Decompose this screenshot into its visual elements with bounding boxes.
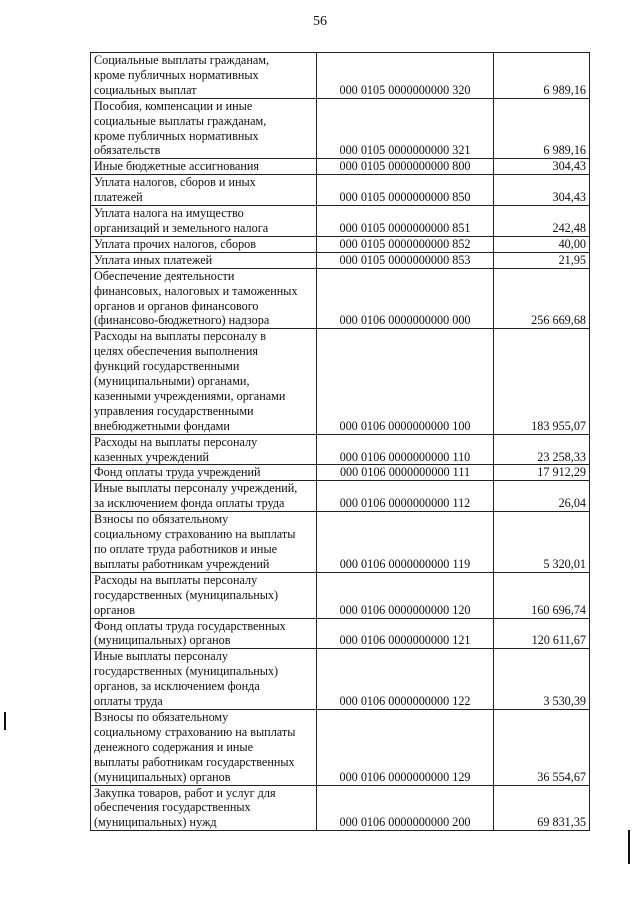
row-name-cell: Уплата прочих налогов, сборов (91, 236, 317, 252)
row-amount-cell: 26,04 (494, 481, 590, 512)
row-amount-cell: 304,43 (494, 159, 590, 175)
row-code-cell: 000 0105 0000000000 320 (317, 53, 494, 99)
table-row (91, 206, 590, 237)
row-code-cell: 000 0106 0000000000 112 (317, 481, 494, 512)
page-number: 56 (313, 14, 327, 29)
row-code-cell: 000 0105 0000000000 853 (317, 252, 494, 268)
row-name-cell: Обеспечение деятельности финансовых, налоговых и таможенных органов и органов финансового (финансово-бюджетного) надзора (91, 268, 317, 329)
row-amount-cell: 183 955,07 (494, 329, 590, 434)
row-code-cell: 000 0106 0000000000 200 (317, 785, 494, 831)
row-amount-cell: 304,43 (494, 175, 590, 206)
row-code-cell: 000 0106 0000000000 129 (317, 709, 494, 785)
row-amount-cell: 17 912,29 (494, 465, 590, 481)
row-name-cell: Расходы на выплаты персоналу в целях обеспечения выполнения функций государственными (муниципальными) органами, казенными учреждениями, органами управления государственными внебюджетными фондами (91, 329, 317, 434)
row-name-cell: Иные бюджетные ассигнования (91, 159, 317, 175)
table-row (91, 98, 590, 159)
scan-edge-mark (4, 712, 6, 730)
row-code-cell: 000 0106 0000000000 121 (317, 618, 494, 649)
row-code-cell: 000 0105 0000000000 852 (317, 236, 494, 252)
row-amount-cell: 3 530,39 (494, 649, 590, 710)
row-amount-cell: 120 611,67 (494, 618, 590, 649)
row-code-cell: 000 0106 0000000000 000 (317, 268, 494, 329)
scan-edge-mark (628, 830, 630, 864)
row-name-cell: Расходы на выплаты персоналу казенных учреждений (91, 434, 317, 465)
row-amount-cell: 21,95 (494, 252, 590, 268)
row-name-cell: Взносы по обязательному социальному страхованию на выплаты по оплате труда работников и иные выплаты работникам учреждений (91, 512, 317, 573)
row-name-cell: Уплата налога на имущество организаций и земельного налога (91, 206, 317, 237)
row-name-cell: Уплата иных платежей (91, 252, 317, 268)
row-code-cell: 000 0106 0000000000 120 (317, 572, 494, 618)
table-row (91, 268, 590, 329)
table-row (91, 649, 590, 710)
row-amount-cell: 6 989,16 (494, 98, 590, 159)
row-code-cell: 000 0106 0000000000 100 (317, 329, 494, 434)
row-name-cell: Расходы на выплаты персоналу государственных (муниципальных) органов (91, 572, 317, 618)
table-row (91, 252, 590, 268)
row-name-cell: Иные выплаты персоналу государственных (муниципальных) органов, за исключением фонда оплаты труда (91, 649, 317, 710)
table-row (91, 785, 590, 831)
table-row (91, 512, 590, 573)
table-row (91, 709, 590, 785)
row-code-cell: 000 0106 0000000000 111 (317, 465, 494, 481)
budget-table-body (91, 53, 590, 831)
row-code-cell: 000 0105 0000000000 850 (317, 175, 494, 206)
table-row (91, 434, 590, 465)
table-row (91, 481, 590, 512)
row-name-cell: Фонд оплаты труда государственных (муниципальных) органов (91, 618, 317, 649)
row-amount-cell: 6 989,16 (494, 53, 590, 99)
row-amount-cell: 242,48 (494, 206, 590, 237)
table-row (91, 329, 590, 434)
table-row (91, 618, 590, 649)
row-name-cell: Пособия, компенсации и иные социальные выплаты гражданам, кроме публичных нормативных обязательств (91, 98, 317, 159)
row-code-cell: 000 0105 0000000000 800 (317, 159, 494, 175)
table-row (91, 465, 590, 481)
row-code-cell: 000 0106 0000000000 122 (317, 649, 494, 710)
row-name-cell: Взносы по обязательному социальному страхованию на выплаты денежного содержания и иные выплаты работникам государственных (муниципальных) органов (91, 709, 317, 785)
table-row (91, 236, 590, 252)
row-code-cell: 000 0106 0000000000 119 (317, 512, 494, 573)
row-code-cell: 000 0105 0000000000 851 (317, 206, 494, 237)
budget-table (90, 52, 590, 831)
row-name-cell: Закупка товаров, работ и услуг для обеспечения государственных (муниципальных) нужд (91, 785, 317, 831)
row-name-cell: Уплата налогов, сборов и иных платежей (91, 175, 317, 206)
row-code-cell: 000 0105 0000000000 321 (317, 98, 494, 159)
row-amount-cell: 69 831,35 (494, 785, 590, 831)
row-code-cell: 000 0106 0000000000 110 (317, 434, 494, 465)
table-row (91, 175, 590, 206)
table-row (91, 572, 590, 618)
row-amount-cell: 5 320,01 (494, 512, 590, 573)
table-row (91, 53, 590, 99)
row-amount-cell: 40,00 (494, 236, 590, 252)
row-amount-cell: 23 258,33 (494, 434, 590, 465)
table-row (91, 159, 590, 175)
row-amount-cell: 36 554,67 (494, 709, 590, 785)
row-amount-cell: 160 696,74 (494, 572, 590, 618)
row-name-cell: Иные выплаты персоналу учреждений, за исключением фонда оплаты труда (91, 481, 317, 512)
row-name-cell: Фонд оплаты труда учреждений (91, 465, 317, 481)
row-name-cell: Социальные выплаты гражданам, кроме публичных нормативных социальных выплат (91, 53, 317, 99)
row-amount-cell: 256 669,68 (494, 268, 590, 329)
